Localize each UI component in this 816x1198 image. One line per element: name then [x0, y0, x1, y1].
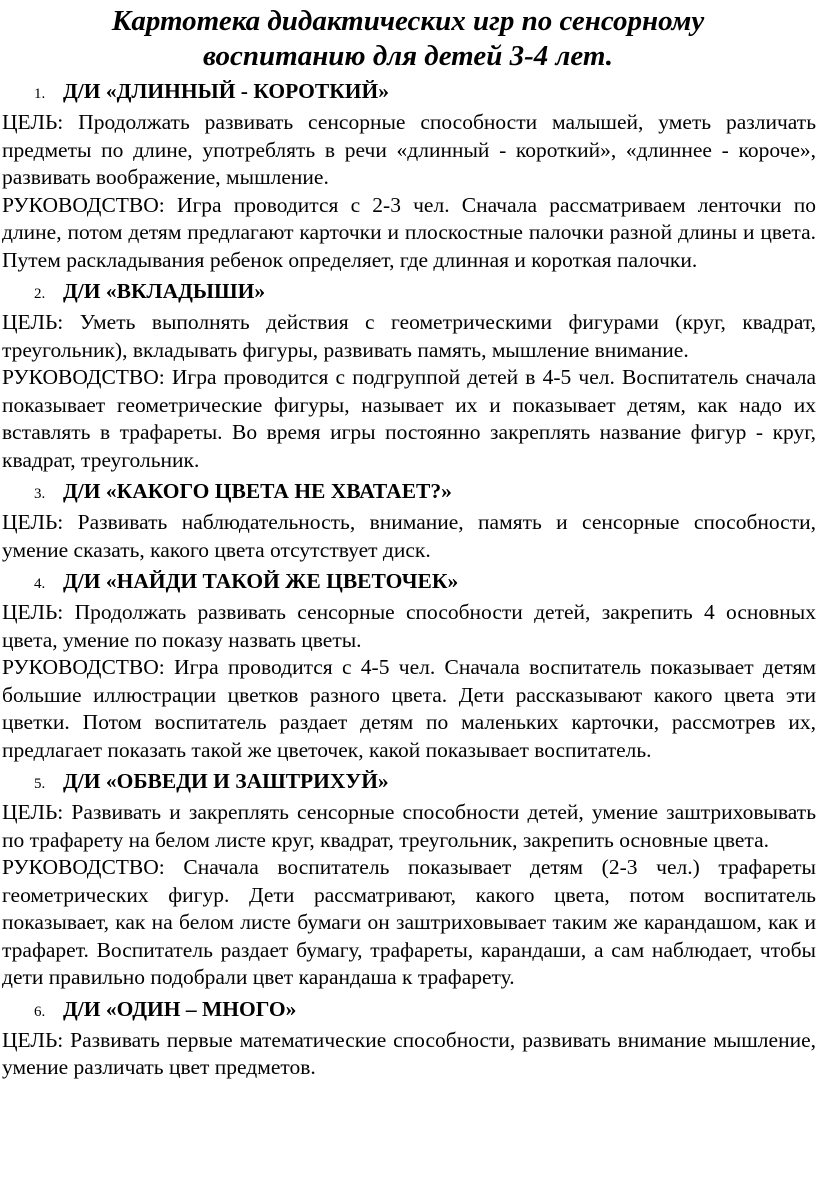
game-number: 4.	[34, 576, 46, 592]
game-guide: РУКОВОДСТВО: Игра проводится с 4-5 чел. Сначала воспитатель показывает детям большие иллюстрации цветков разного цвета. Дети рассказывают какого цвета эти цветки. Потом воспитатель раздает детям по маленьких карточки, рассмотрев их, предлагает показать такой же цветочек, какой показывает воспитатель.	[2, 655, 816, 762]
game-heading	[0, 568, 816, 597]
game-heading	[0, 768, 816, 797]
game-number: 3.	[34, 486, 46, 502]
game-title: Д/И «ОДИН – МНОГО»	[63, 996, 297, 1021]
game-guide: РУКОВОДСТВО: Игра проводится с 2-3 чел. Сначала рассматриваем ленточки по длине, потом детям предлагают карточки и плоскостные палочки разной длины и цвета. Путем раскладывания ребенок определяет, где длинная и короткая палочки.	[2, 192, 816, 272]
game-goal: ЦЕЛЬ: Продолжать развивать сенсорные способности малышей, уметь различать предметы по длине, употреблять в речи «длинный - короткий», «длиннее - короче», развивать воображение, мышление.	[2, 110, 816, 189]
game-heading	[0, 78, 816, 107]
game-title: Д/И «ДЛИННЫЙ - КОРОТКИЙ»	[63, 79, 389, 103]
game-guide: РУКОВОДСТВО: Игра проводится с подгруппой детей в 4-5 чел. Воспитатель сначала показывает геометрические фигуры, называет их и показывает детям, как надо их вставлять в трафареты. Во время игры постоянно закреплять название фигур - круг, квадрат, треугольник.	[2, 365, 816, 472]
game-number: 2.	[34, 286, 46, 302]
game-title: Д/И «КАКОГО ЦВЕТА НЕ ХВАТАЕТ?»	[63, 479, 452, 503]
game-goal: ЦЕЛЬ: Уметь выполнять действия с геометрическими фигурами (круг, квадрат, треугольник), вкладывать фигуры, развивать память, мышление внимание.	[2, 310, 816, 362]
game-title: Д/И «ОБВЕДИ И ЗАШТРИХУЙ»	[63, 769, 389, 793]
title-line-2: воспитанию для детей 3-4 лет.	[202, 40, 614, 72]
page-title	[0, 4, 816, 74]
game-heading	[0, 278, 816, 307]
game-goal: ЦЕЛЬ: Развивать наблюдательность, внимание, память и сенсорные способности, умение сказать, какого цвета отсутствует диск.	[2, 510, 816, 562]
game-title: Д/И «ВКЛАДЫШИ»	[63, 279, 266, 303]
game-number: 5.	[34, 776, 46, 792]
game-heading	[0, 478, 816, 507]
game-heading	[0, 996, 816, 1025]
game-number: 6.	[34, 1003, 46, 1020]
game-number: 1.	[34, 86, 46, 102]
title-line-1: Картотека дидактических игр по сенсорному	[111, 5, 705, 37]
game-goal: ЦЕЛЬ: Развивать первые математические способности, развивать внимание мышление, умение различать цвет предметов.	[2, 1027, 816, 1079]
game-title: Д/И «НАЙДИ ТАКОЙ ЖЕ ЦВЕТОЧЕК»	[63, 569, 459, 593]
game-guide: РУКОВОДСТВО: Сначала воспитатель показывает детям (2-3 чел.) трафареты геометрических фигур. Дети рассматривают, какого цвета, потом воспитатель показывает, как на белом листе бумаги он заштриховывает таким же карандашом, как и трафарет. Воспитатель раздает бумагу, трафареты, карандаши, а сам наблюдает, чтобы дети правильно подобрали цвет карандаша к трафарету.	[2, 855, 816, 989]
game-goal: ЦЕЛЬ: Развивать и закреплять сенсорные способности детей, умение заштриховывать по трафарету на белом листе круг, квадрат, треугольник, закрепить основные цвета.	[2, 800, 816, 852]
game-goal: ЦЕЛЬ: Продолжать развивать сенсорные способности детей, закрепить 4 основных цвета, умение по показу назвать цветы.	[2, 600, 816, 652]
